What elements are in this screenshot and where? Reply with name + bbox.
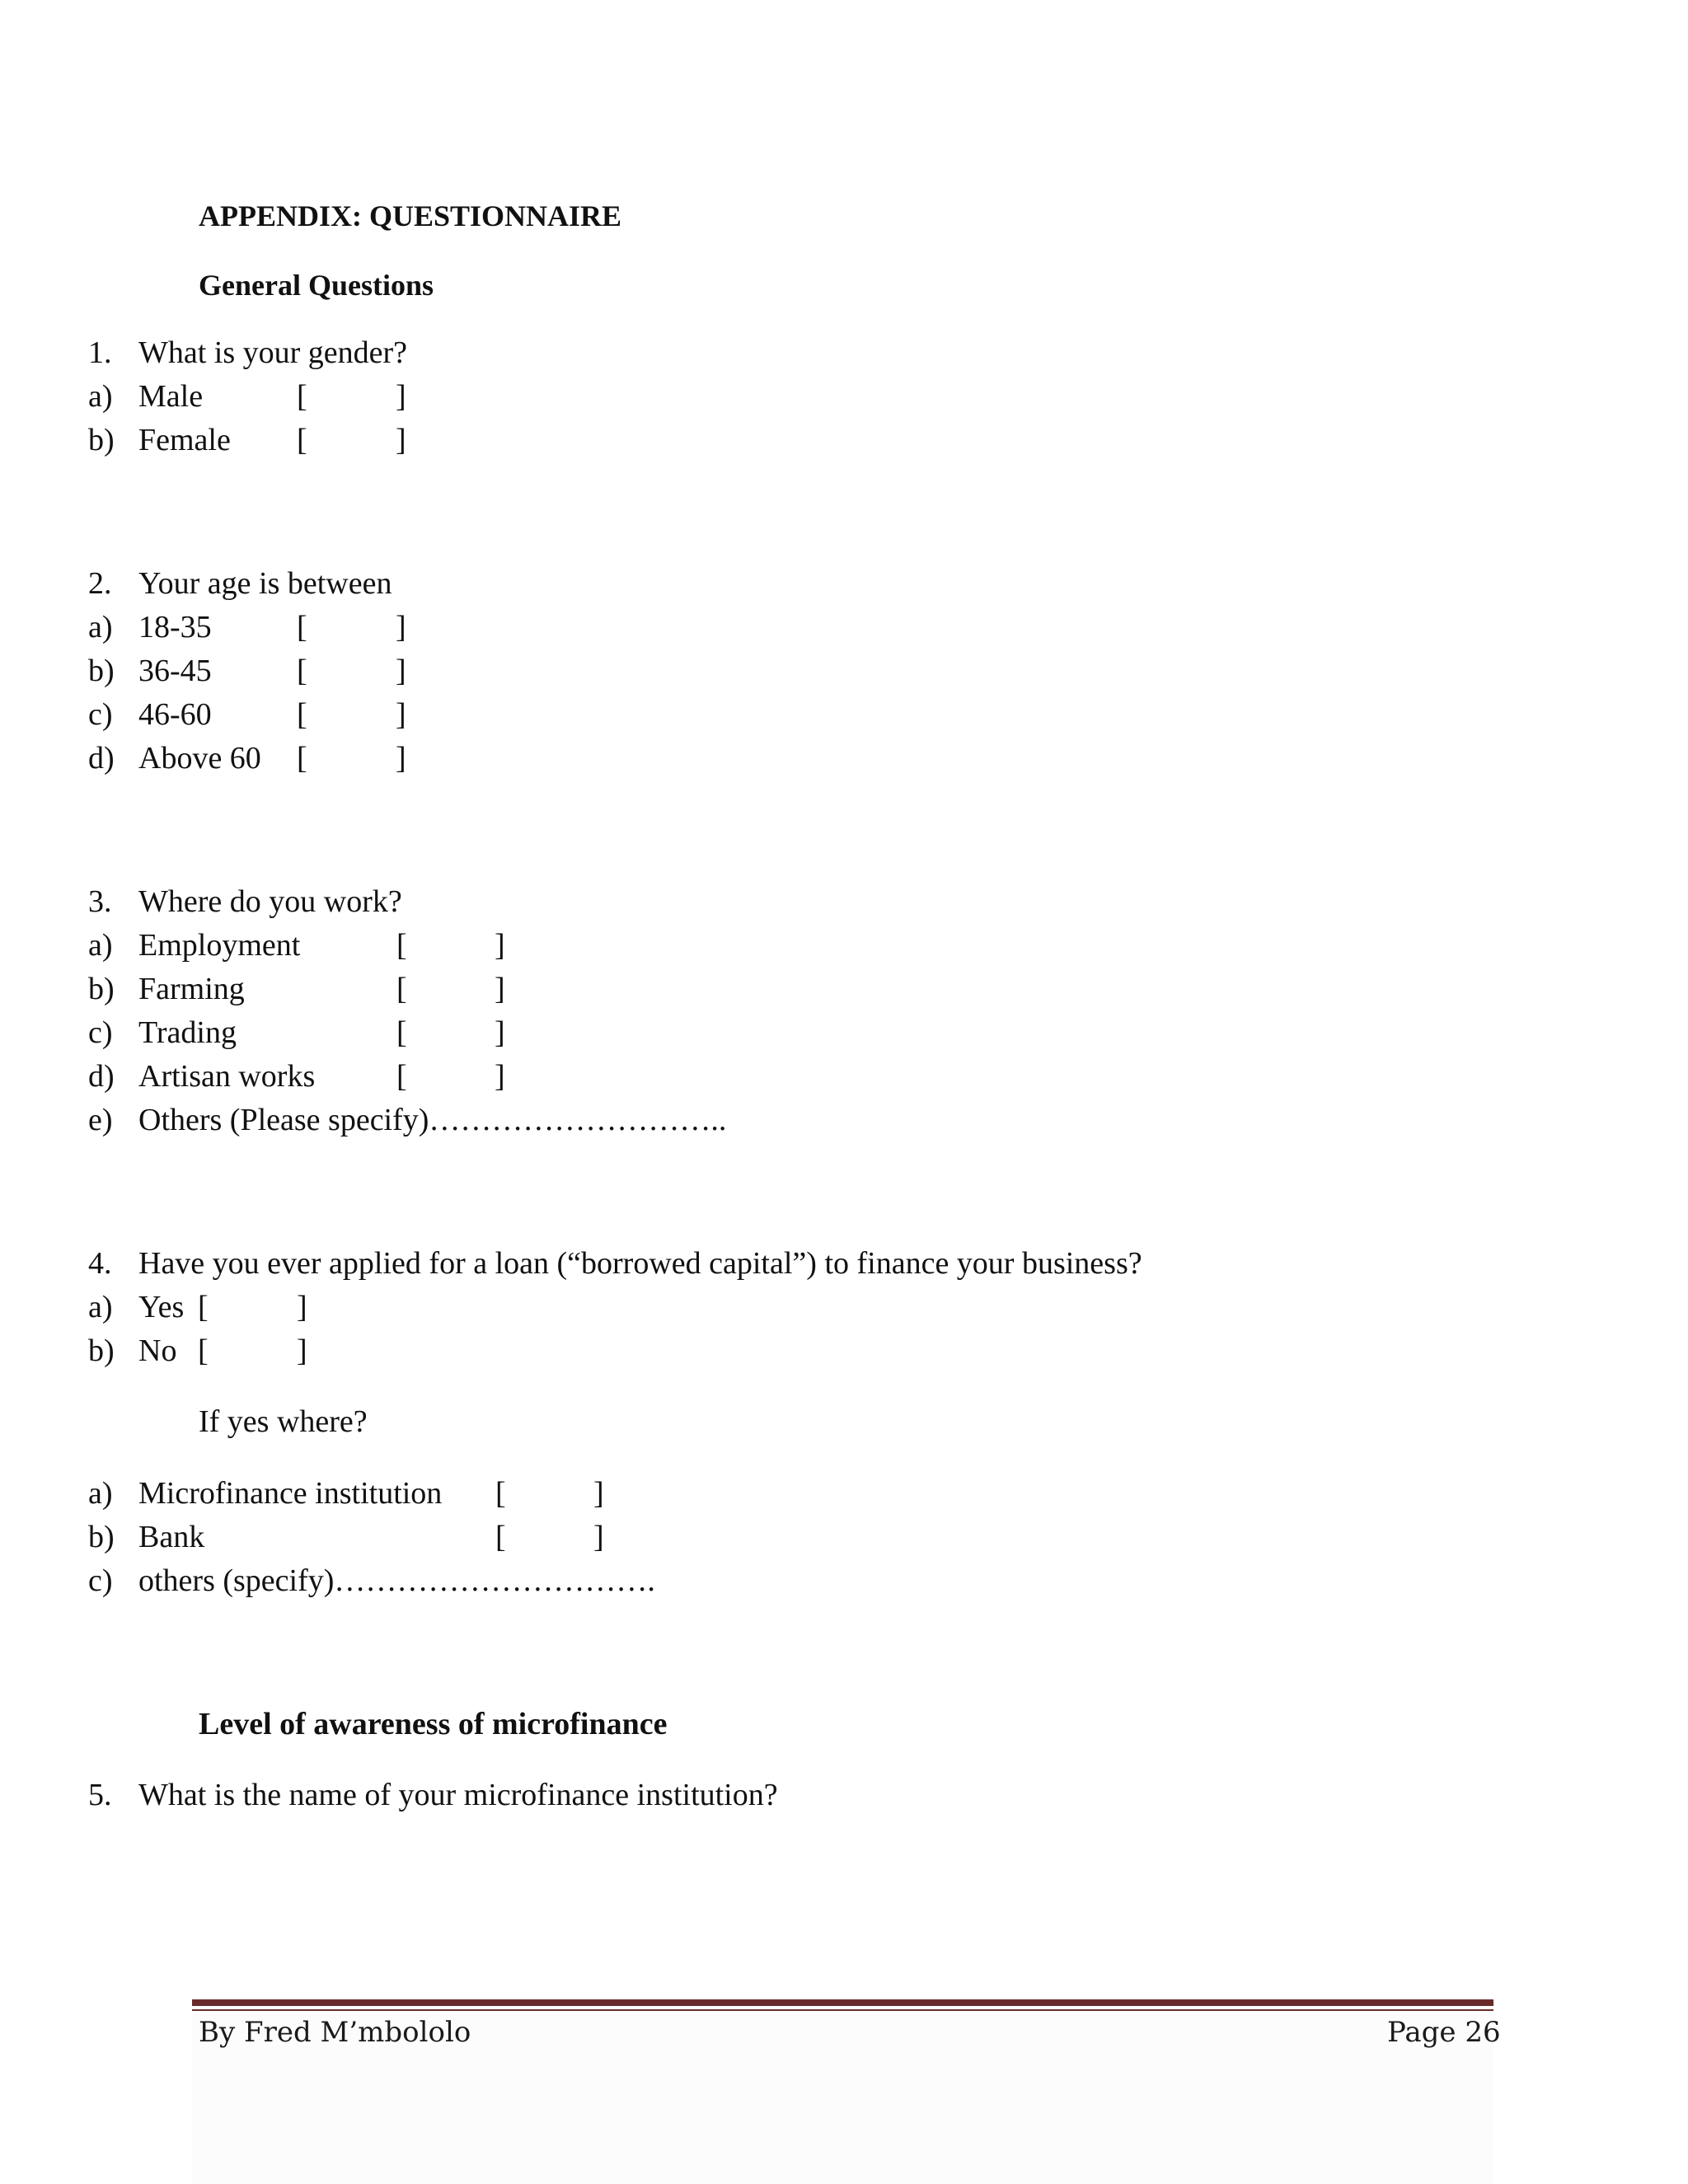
option-marker: a)	[88, 610, 113, 644]
option-marker: c)	[88, 697, 113, 732]
checkbox-close-bracket[interactable]: ]	[396, 741, 406, 776]
option-label: Yes	[138, 1290, 185, 1324]
question-number: 2.	[88, 566, 112, 601]
checkbox-open-bracket[interactable]: [	[396, 928, 407, 963]
specify-field[interactable]: others (specify)………………………….	[138, 1563, 655, 1598]
option-label: Artisan works	[138, 1059, 316, 1094]
option-label: Bank	[138, 1520, 205, 1554]
option-label: Female	[138, 423, 231, 457]
checkbox-close-bracket[interactable]: ]	[593, 1520, 604, 1554]
checkbox-close-bracket[interactable]: ]	[396, 379, 406, 414]
checkbox-open-bracket[interactable]: [	[297, 741, 307, 776]
option-marker: b)	[88, 1520, 115, 1554]
option-marker: c)	[88, 1563, 113, 1598]
section-heading-awareness: Level of awareness of microfinance	[199, 1707, 668, 1741]
footer-author: By Fred M’mbololo	[199, 2016, 471, 2049]
question-number: 5.	[88, 1778, 112, 1812]
option-marker: a)	[88, 1290, 113, 1324]
option-marker: a)	[88, 1476, 113, 1511]
question-number: 3.	[88, 884, 112, 919]
option-marker: d)	[88, 741, 115, 776]
option-marker: b)	[88, 654, 115, 688]
option-label: Microfinance institution	[138, 1476, 443, 1511]
option-label: 18-35	[138, 610, 212, 644]
checkbox-close-bracket[interactable]: ]	[396, 697, 406, 732]
footer-page-number: Page 26	[1387, 2016, 1501, 2049]
checkbox-open-bracket[interactable]: [	[495, 1520, 506, 1554]
option-marker: e)	[88, 1103, 113, 1137]
option-marker: a)	[88, 928, 113, 963]
checkbox-close-bracket[interactable]: ]	[593, 1476, 604, 1511]
question-number: 1.	[88, 335, 112, 370]
option-label: 46-60	[138, 697, 212, 732]
question-number: 4.	[88, 1246, 112, 1281]
checkbox-open-bracket[interactable]: [	[297, 610, 307, 644]
section-heading-general: General Questions	[199, 269, 434, 302]
checkbox-open-bracket[interactable]: [	[297, 654, 307, 688]
option-label: Employment	[138, 928, 301, 963]
option-label: Farming	[138, 972, 245, 1006]
option-label: Trading	[138, 1015, 237, 1050]
checkbox-close-bracket[interactable]: ]	[297, 1290, 307, 1324]
option-marker: b)	[88, 423, 115, 457]
checkbox-open-bracket[interactable]: [	[396, 972, 407, 1006]
question-text: Have you ever applied for a loan (“borrowed capital”) to finance your business?	[138, 1246, 1142, 1281]
follow-up-question: If yes where?	[199, 1404, 368, 1439]
checkbox-close-bracket[interactable]: ]	[495, 1015, 505, 1050]
checkbox-open-bracket[interactable]: [	[297, 423, 307, 457]
specify-field[interactable]: Others (Please specify)………………………..	[138, 1103, 727, 1137]
option-label: Male	[138, 379, 204, 414]
checkbox-close-bracket[interactable]: ]	[396, 610, 406, 644]
checkbox-close-bracket[interactable]: ]	[495, 928, 505, 963]
checkbox-close-bracket[interactable]: ]	[495, 972, 505, 1006]
checkbox-open-bracket[interactable]: [	[198, 1290, 209, 1324]
question-text: Your age is between	[138, 566, 392, 601]
footer-divider	[192, 1999, 1493, 2006]
checkbox-close-bracket[interactable]: ]	[396, 654, 406, 688]
checkbox-close-bracket[interactable]: ]	[495, 1059, 505, 1094]
option-marker: b)	[88, 972, 115, 1006]
question-text: What is your gender?	[138, 335, 408, 370]
checkbox-open-bracket[interactable]: [	[297, 379, 307, 414]
question-text: Where do you work?	[138, 884, 402, 919]
option-marker: a)	[88, 379, 113, 414]
option-label: No	[138, 1333, 177, 1368]
checkbox-open-bracket[interactable]: [	[297, 697, 307, 732]
checkbox-close-bracket[interactable]: ]	[396, 423, 406, 457]
checkbox-open-bracket[interactable]: [	[198, 1333, 209, 1368]
footer-divider-thin	[192, 2009, 1493, 2011]
checkbox-open-bracket[interactable]: [	[495, 1476, 506, 1511]
appendix-title: APPENDIX: QUESTIONNAIRE	[199, 199, 622, 232]
option-label: Above 60	[138, 741, 261, 776]
question-text: What is the name of your microfinance institution?	[138, 1778, 778, 1812]
option-marker: d)	[88, 1059, 115, 1094]
checkbox-open-bracket[interactable]: [	[396, 1015, 407, 1050]
option-marker: b)	[88, 1333, 115, 1368]
checkbox-open-bracket[interactable]: [	[396, 1059, 407, 1094]
option-label: 36-45	[138, 654, 212, 688]
option-marker: c)	[88, 1015, 113, 1050]
checkbox-close-bracket[interactable]: ]	[297, 1333, 307, 1368]
